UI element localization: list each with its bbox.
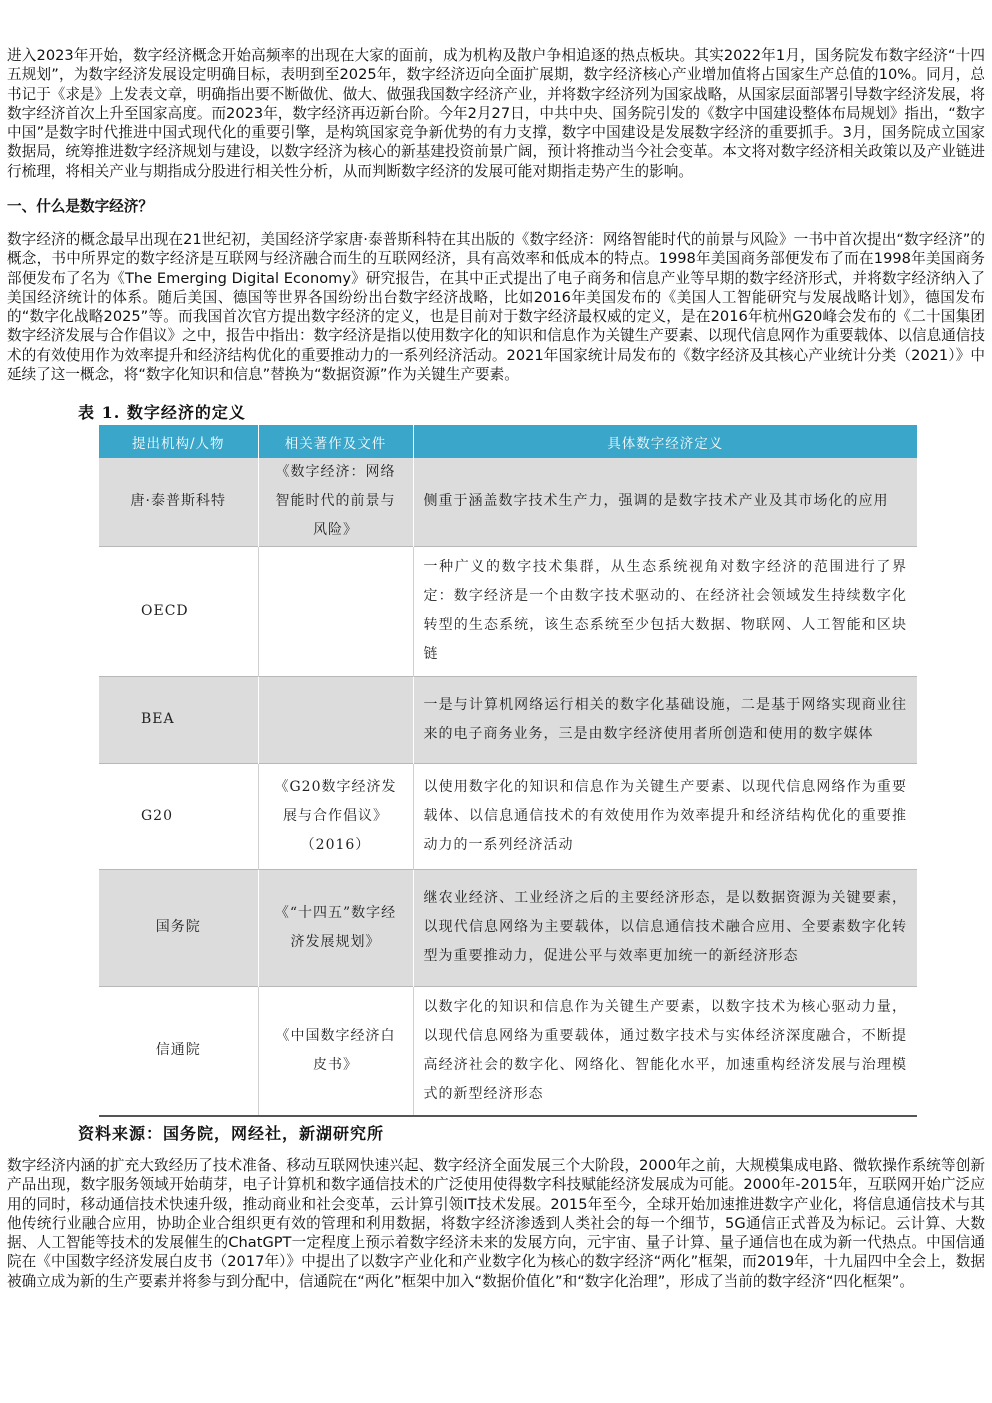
org-cell: OECD (99, 546, 258, 676)
table-row (99, 546, 917, 676)
table-row (99, 676, 917, 763)
definition-cell: 以数字化的知识和信息作为关键生产要素，以数字技术为核心驱动力量，以现代信息网络为重要载体，通过数字技术与实体经济深度融合，不断提高经济社会的数字化、网络化、智能化水平，加速重构经济发展与治理模式的新型经济形态 (413, 986, 917, 1116)
doc-cell: 《G20数字经济发展与合作倡议》（2016） (258, 763, 413, 869)
doc-cell (258, 546, 413, 676)
doc-cell: 《数字经济：网络智能时代的前景与风险》 (258, 458, 413, 546)
section-heading: 一、什么是数字经济？ (7, 198, 153, 215)
doc-cell: 《“十四五”数字经济发展规划》 (258, 869, 413, 986)
table-row (99, 763, 917, 869)
definition-cell: 侧重于涵盖数字技术生产力，强调的是数字技术产业及其市场化的应用 (413, 458, 917, 546)
table-row (99, 869, 917, 986)
definition-table (99, 425, 917, 1117)
org-cell: BEA (99, 676, 258, 763)
definition-paragraph: 数字经济的概念最早出现在21世纪初，美国经济学家唐·泰普斯科特在其出版的《数字经济：网络智能时代的前景与风险》一书中首次提出“数字经济”的概念，书中所界定的数字经济是互联网与经济融合而生的互联网经济，具有高效率和低成本的特点。1998年美国商务部便发布了而在1998年美国商务部便发布了名为《The Emerging Digital Economy》研究报告，在其中正式提出了电子商务和信息产业等早期的数字经济形式，并将数字经济纳入了美国经济统计的体系。随后美国、德国等世界各国纷纷出台数字经济战略，比如2016年美国发布的《美国人工智能研究与发展战略计划》，德国发布的“数字化战略2025”等。而我国首次官方提出数字经济的定义，也是目前对于数字经济最权威的定义，是在2016年杭州G20峰会发布的《二十国集团数字经济发展与合作倡议》之中，报告中指出：数字经济是指以使用数字化的知识和信息作为关键生产要素、以现代信息网作为重要载体、以信息通信技术的有效使用作为效率提升和经济结构优化的重要推动力的一系列经济活动。2021年国家统计局发布的《数字经济及其核心产业统计分类（2021）》中延续了这一概念，将“数字化知识和信息”替换为“数据资源”作为关键生产要素。 (7, 231, 985, 384)
table-row (99, 986, 917, 1116)
column-header-definition: 具体数字经济定义 (413, 425, 917, 458)
intro-paragraph: 进入2023年开始，数字经济概念开始高频率的出现在大家的面前，成为机构及散户争相追逐的热点板块。其实2022年1月，国务院发布数字经济“十四五规划”，为数字经济发展设定明确目标，表明到至2025年，数字经济迈向全面扩展期，数字经济核心产业增加值将占国家生产总值的10%。同月，总书记于《求是》上发表文章，明确指出要不断做优、做大、做强我国数字经济产业，并将数字经济列为国家战略，从国家层面部署引导数字经济发展，将数字经济首次上升至国家高度。而2023年，数字经济再迈新台阶。今年2月27日，中共中央、国务院引发的《数字中国建设整体布局规划》指出，“数字中国”是数字时代推进中国式现代化的重要引擎，是构筑国家竞争新优势的有力支撑，数字中国建设是发展数字经济的重要抓手。3月，国务院成立国家数据局，统筹推进数字经济规划与建设，以数字经济为核心的新基建投资前景广阔，预计将推动当今社会变革。本文将对数字经济相关政策以及产业链进行梳理，将相关产业与期指成分股进行相关性分析，从而判断数字经济的发展可能对期指走势产生的影响。 (7, 47, 985, 180)
org-cell: 信通院 (99, 986, 258, 1116)
definition-cell: 一是与计算机网络运行相关的数字化基础设施，二是基于网络实现商业往来的电子商务业务，三是由数字经济使用者所创造和使用的数字媒体 (413, 676, 917, 763)
history-paragraph: 数字经济内涵的扩充大致经历了技术准备、移动互联网快速兴起、数字经济全面发展三个大阶段，2000年之前，大规模集成电路、微软操作系统等创新产品出现，数字服务领域开始萌芽，电子计算机和数字通信技术的广泛使用使得数字科技赋能经济发展成为可能。2000年-2015年，互联网开始广泛应用的同时，移动通信技术快速升级，推动商业和社会变革，云计算引领IT技术发展。2015年至今，全球开始加速推进数字产业化，将信息通信技术与其他传统行业融合应用，协助企业合组织更有效的管理和利用数据，将数字经济渗透到人类社会的每一个细节，5G通信正式普及为标记。云计算、大数据、人工智能等技术的发展催生的ChatGPT一定程度上预示着数字经济未来的发展方向，元宇宙、量子计算、量子通信也在成为新一代热点。中国信通院在《中国数字经济发展白皮书（2017年）》中提出了以数字产业化和产业数字化为核心的数字经济“两化”框架，而2019年，十九届四中全会上，数据被确立成为新的生产要素并将参与到分配中，信通院在“两化”框架中加入“数据价值化”和“数字化治理”，形成了当前的数字经济“四化框架”。 (7, 1157, 985, 1290)
definition-cell: 以使用数字化的知识和信息作为关键生产要素、以现代信息网络作为重要载体、以信息通信技术的有效使用作为效率提升和经济结构优化的重要推动力的一系列经济活动 (413, 763, 917, 869)
doc-cell (258, 676, 413, 763)
org-cell: 国务院 (99, 869, 258, 986)
table-header-row (99, 425, 917, 458)
org-cell: G20 (99, 763, 258, 869)
table-source-note: 资料来源：国务院，网经社，新湖研究所 (78, 1124, 385, 1143)
definition-cell: 继农业经济、工业经济之后的主要经济形态，是以数据资源为关键要素，以现代信息网络为主要载体，以信息通信技术融合应用、全要素数字化转型为重要推动力，促进公平与效率更加统一的新经济形态 (413, 869, 917, 986)
org-cell: 唐·泰普斯科特 (99, 458, 258, 546)
table-caption: 表 1. 数字经济的定义 (78, 403, 246, 422)
doc-cell: 《中国数字经济白皮书》 (258, 986, 413, 1116)
column-header-org: 提出机构/人物 (99, 425, 258, 458)
definition-cell: 一种广义的数字技术集群，从生态系统视角对数字经济的范围进行了界定：数字经济是一个由数字技术驱动的、在经济社会领域发生持续数字化转型的生态系统，该生态系统至少包括大数据、物联网、人工智能和区块链 (413, 546, 917, 676)
column-header-doc: 相关著作及文件 (258, 425, 413, 458)
table-row (99, 458, 917, 546)
